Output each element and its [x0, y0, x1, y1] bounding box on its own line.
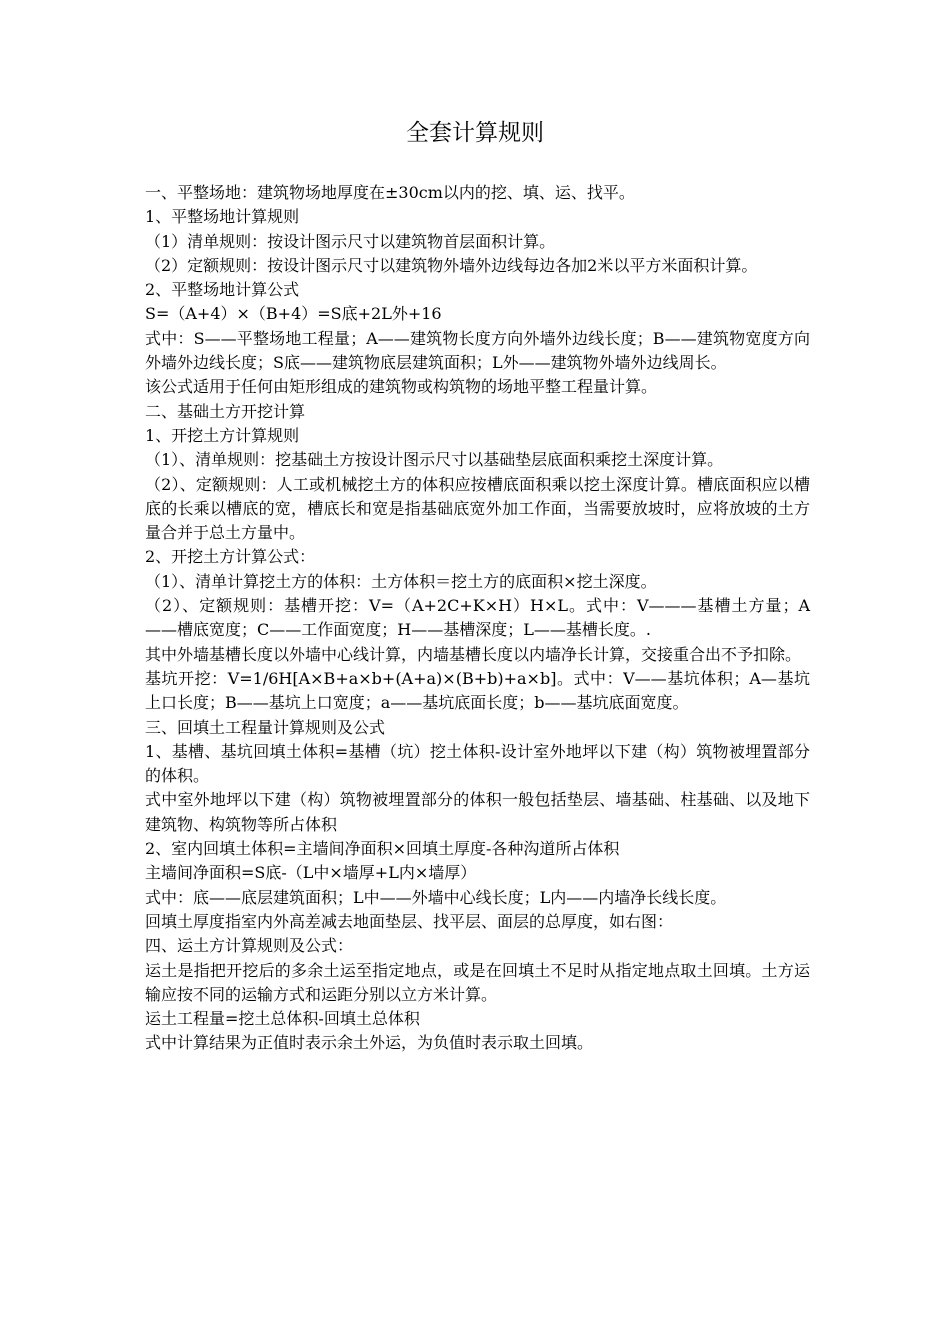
paragraph: 式中：底——底层建筑面积；L中——外墙中心线长度；L内——内墙净长线长度。 — [145, 887, 727, 907]
subsection-heading: 1、开挖土方计算规则 — [145, 425, 300, 445]
paragraph: 式中计算结果为正值时表示余土外运，为负值时表示取土回填。 — [145, 1033, 594, 1053]
section-heading: 三、回填土工程量计算规则及公式 — [145, 717, 386, 737]
section-heading: 四、运土方计算规则及公式： — [145, 936, 354, 956]
paragraph: （1）、清单规则：挖基础土方按设计图示尺寸以基础垫层底面积乘挖土深度计算。 — [145, 450, 724, 470]
paragraph: 其中外墙基槽长度以外墙中心线计算，内墙基槽长度以内墙净长计算，交接重合出不予扣除。 — [145, 644, 802, 664]
paragraph: 式中室外地坪以下建（构）筑物被埋置部分的体积一般包括垫层、墙基础、柱基础、以及地下建筑物、构筑物等所占体积 — [145, 790, 810, 834]
paragraph: （1）清单规则：按设计图示尺寸以建筑物首层面积计算。 — [145, 231, 556, 251]
subsection-heading: 1、平整场地计算规则 — [145, 207, 300, 227]
paragraph: （2）、定额规则：人工或机械挖土方的体积应按槽底面积乘以挖土深度计算。槽底面积应以槽底的长乘以槽底的宽，槽底长和宽是指基础底宽外加工作面，当需要放坡时，应将放坡的土方量合并于总土方量中。 — [145, 474, 810, 543]
paragraph: 式中：S——平整场地工程量；A——建筑物长度方向外墙外边线长度；B——建筑物宽度方向外墙外边线长度；S底——建筑物底层建筑面积；L外——建筑物外墙外边线周长。 — [145, 328, 810, 373]
section-heading: 一、平整场地：建筑物场地厚度在±30cm以内的挖、填、运、找平。 — [145, 183, 635, 202]
paragraph: 该公式适用于任何由矩形组成的建筑物或构筑物的场地平整工程量计算。 — [145, 377, 658, 397]
paragraph: （1）、清单计算挖土方的体积：土方体积＝挖土方的底面积×挖土深度。 — [145, 571, 657, 591]
paragraph: 回填土厚度指室内外高差减去地面垫层、找平层、面层的总厚度，如右图： — [145, 911, 674, 931]
subsection-heading: 2、平整场地计算公式 — [145, 280, 300, 300]
formula: S=（A+4）×（B+4）=S底+2L外+16 — [145, 304, 442, 324]
subsection-heading: 2、开挖土方计算公式： — [145, 547, 316, 567]
formula: 主墙间净面积=S底-（L中×墙厚+L内×墙厚） — [145, 863, 477, 883]
paragraph: 2、室内回填土体积=主墙间净面积×回填土厚度-各种沟道所占体积 — [145, 839, 620, 859]
document-title: 全套计算规则 — [406, 120, 544, 146]
paragraph: 运土是指把开挖后的多余土运至指定地点，或是在回填土不足时从指定地点取土回填。土方运输应按不同的运输方式和运距分别以立方米计算。 — [145, 960, 810, 1004]
formula: 运土工程量=挖土总体积-回填土总体积 — [145, 1009, 420, 1029]
paragraph: 基坑开挖：V=1/6H[A×B+a×b+(A+a)×(B+b)+a×b]。式中：V——基坑体积；A—基坑上口长度；B——基坑上口宽度；a——基坑底面长度；b——基坑底面宽度。 — [145, 668, 810, 713]
paragraph: 1、基槽、基坑回填土体积=基槽（坑）挖土体积-设计室外地坪以下建（构）筑物被埋置部分的体积。 — [145, 741, 810, 786]
paragraph: （2）、定额规则：基槽开挖：V=（A+2C+K×H）H×L。式中：V———基槽土方量；A——槽底宽度；C——工作面宽度；H——基槽深度；L——基槽长度。. — [145, 596, 810, 640]
paragraph: （2）定额规则：按设计图示尺寸以建筑物外墙外边线每边各加2米以平方米面积计算。 — [145, 255, 758, 275]
section-heading: 二、基础土方开挖计算 — [145, 401, 306, 421]
document-body — [145, 181, 810, 1056]
